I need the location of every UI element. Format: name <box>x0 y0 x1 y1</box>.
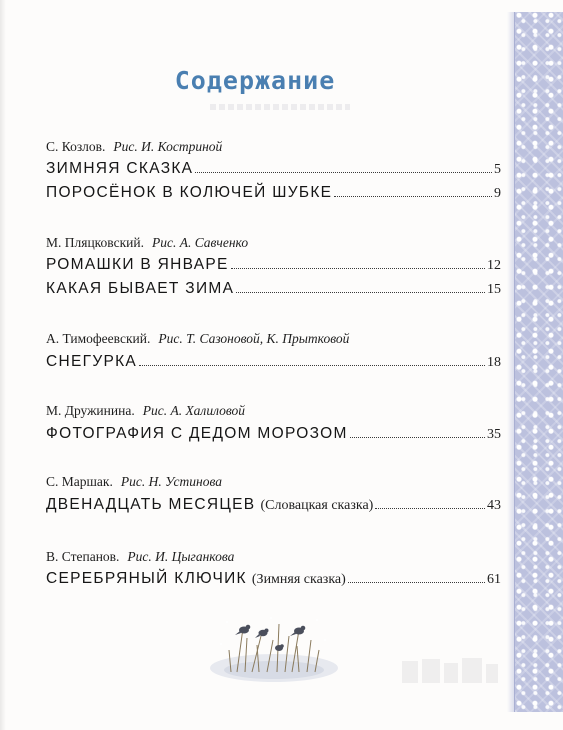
illustrator-credit: Рис. И. Костриной <box>113 139 223 154</box>
page-title: Содержание <box>174 66 336 95</box>
page-number: 43 <box>487 498 501 513</box>
illustrator-credit: Рис. Т. Сазоновой, К. Прытковой <box>158 331 350 346</box>
toc-entry[interactable] <box>46 570 501 588</box>
author-name: М. Дружинина. <box>46 403 135 418</box>
story-title: ФОТОГРАФИЯ С ДЕДОМ МОРОЗОМ <box>46 425 348 442</box>
illustrator-credit: Рис. А. Савченко <box>151 235 249 250</box>
page-number: 15 <box>487 282 501 297</box>
toc-entry[interactable] <box>46 280 501 298</box>
story-title: ПОРОСЁНОК В КОЛЮЧЕЙ ШУБКЕ <box>46 184 333 201</box>
dot-leader <box>231 268 485 269</box>
story-subtitle: (Словацкая сказка) <box>260 498 374 513</box>
author-name: М. Пляцковский. <box>46 235 144 250</box>
author-line <box>46 235 248 251</box>
page-number: 9 <box>494 186 501 201</box>
illustrator-credit: Рис. И. Цыганкова <box>127 549 235 564</box>
author-line <box>46 403 245 419</box>
story-title: СНЕГУРКА <box>46 353 138 370</box>
dot-leader <box>350 437 485 438</box>
author-line <box>46 139 222 155</box>
dot-leader <box>334 196 492 197</box>
story-subtitle: (Зимняя сказка) <box>251 572 346 587</box>
author-name: С. Козлов. <box>46 139 106 154</box>
author-line <box>46 549 234 565</box>
page-number: 12 <box>487 258 501 273</box>
dot-leader <box>236 292 485 293</box>
toc-entry[interactable] <box>46 160 501 178</box>
page-number: 5 <box>494 162 501 177</box>
story-title: СЕРЕБРЯНЫЙ КЛЮЧИК <box>46 570 247 587</box>
dot-leader <box>139 365 485 366</box>
toc-entry[interactable] <box>46 425 501 443</box>
illustrator-credit: Рис. Н. Устинова <box>120 474 222 489</box>
page-number: 61 <box>487 572 501 587</box>
page-number: 18 <box>487 355 501 370</box>
author-name: А. Тимофеевский. <box>46 331 151 346</box>
author-name: В. Степанов. <box>46 549 120 564</box>
author-line <box>46 331 349 347</box>
story-title: ЗИМНЯЯ СКАЗКА <box>46 160 194 177</box>
bleed-through-illustration <box>400 655 500 685</box>
toc-entry[interactable] <box>46 256 501 274</box>
story-title: РОМАШКИ В ЯНВАРЕ <box>46 256 229 273</box>
dot-leader <box>375 508 485 509</box>
story-title: ДВЕНАДЦАТЬ МЕСЯЦЕВ <box>46 496 256 513</box>
page-number: 35 <box>487 427 501 442</box>
birds-on-reeds-illustration <box>207 610 342 685</box>
toc-entry[interactable] <box>46 353 501 371</box>
toc-entry[interactable] <box>46 184 501 202</box>
dot-leader <box>195 172 492 173</box>
author-name: С. Маршак. <box>46 474 113 489</box>
story-title: КАКАЯ БЫВАЕТ ЗИМА <box>46 280 235 297</box>
author-line <box>46 474 222 490</box>
dot-leader <box>348 582 485 583</box>
illustrator-credit: Рис. А. Халиловой <box>142 403 246 418</box>
toc-entry[interactable] <box>46 496 501 514</box>
